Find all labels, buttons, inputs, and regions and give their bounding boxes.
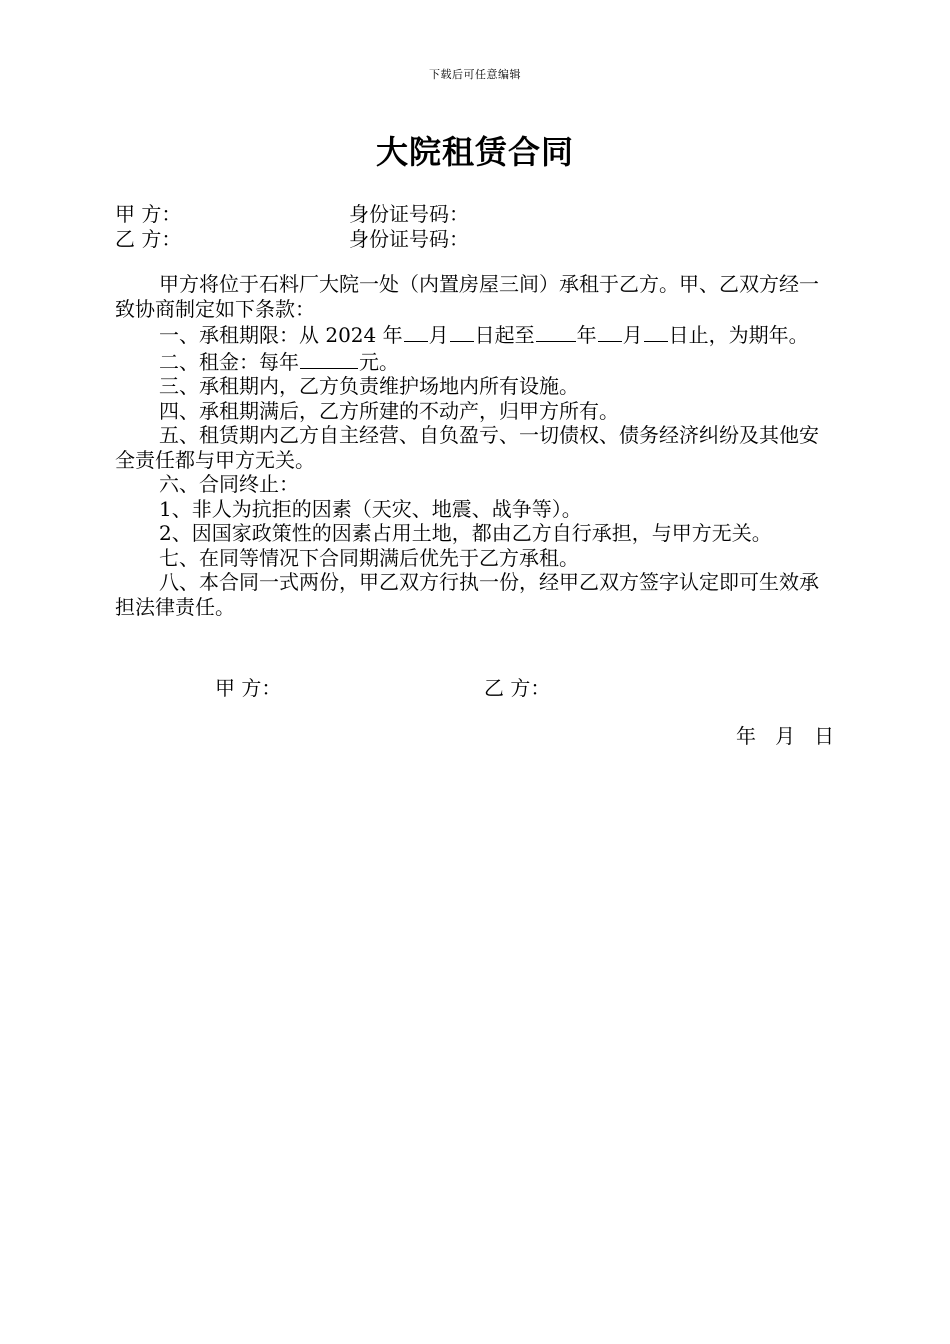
signature-party-b: 乙 方： [484, 676, 551, 700]
party-b-label: 乙 方： [115, 227, 182, 251]
blank-month-end [598, 321, 622, 342]
clause-term-text-4: 年 [576, 323, 597, 347]
blank-year-end [536, 321, 576, 342]
clause-7: 七、在同等情况下合同期满后优先于乙方承租。 [159, 545, 579, 570]
intro-paragraph: 甲方将位于石料厂大院一处（内置房屋三间）承租于乙方。甲、乙双方经一致协商制定如下条款： [115, 272, 819, 321]
clause-term-text-1: 一、承租期限：从 2024 年 [159, 323, 403, 347]
date-line: 年 月 日 [736, 724, 835, 748]
clause-6-item-1: 1、非人为抗拒的因素（天灾、地震、战争等）。 [159, 496, 582, 521]
clause-term-text-3: 日起至 [474, 323, 535, 347]
blank-month-start [404, 321, 428, 342]
clause-4: 四、承租期满后，乙方所建的不动产，归甲方所有。 [159, 398, 619, 423]
clause-term-text-6: 日止，为期年。 [668, 323, 809, 347]
clause-8: 八、本合同一式两份，甲乙双方行执一份，经甲乙双方签字认定即可生效承担法律责任。 [115, 570, 819, 619]
clause-6: 六、合同终止： [159, 472, 299, 496]
clause-rent-text-2: 元。 [359, 349, 399, 374]
clause-term [115, 321, 835, 348]
clause-3: 三、承租期内，乙方负责维护场地内所有设施。 [159, 374, 579, 398]
blank-rent-amount [300, 348, 358, 369]
signature-party-a: 甲 方： [215, 676, 282, 700]
clause-term-text-2: 月 [428, 323, 449, 347]
party-a-label: 甲 方： [115, 202, 182, 226]
party-b-id-label: 身份证号码： [349, 227, 469, 251]
blank-day-start [450, 321, 474, 342]
clause-5: 五、租赁期内乙方自主经营、自负盈亏、一切债权、债务经济纠纷及其他安全责任都与甲方无关。 [115, 423, 819, 472]
party-b-row [115, 223, 469, 252]
clause-term-text-5: 月 [622, 323, 643, 347]
clause-6-item-2: 2、因国家政策性的因素占用土地，都由乙方自行承担，与甲方无关。 [159, 521, 772, 545]
clause-rent [115, 348, 835, 375]
clause-rent-text-1: 二、租金：每年 [159, 349, 299, 374]
contract-body [115, 272, 835, 619]
document-title: 大院租赁合同 [375, 133, 574, 171]
party-a-id-label: 身份证号码： [349, 202, 469, 226]
header-note: 下载后可任意编辑 [429, 68, 521, 81]
blank-day-end [644, 321, 668, 342]
